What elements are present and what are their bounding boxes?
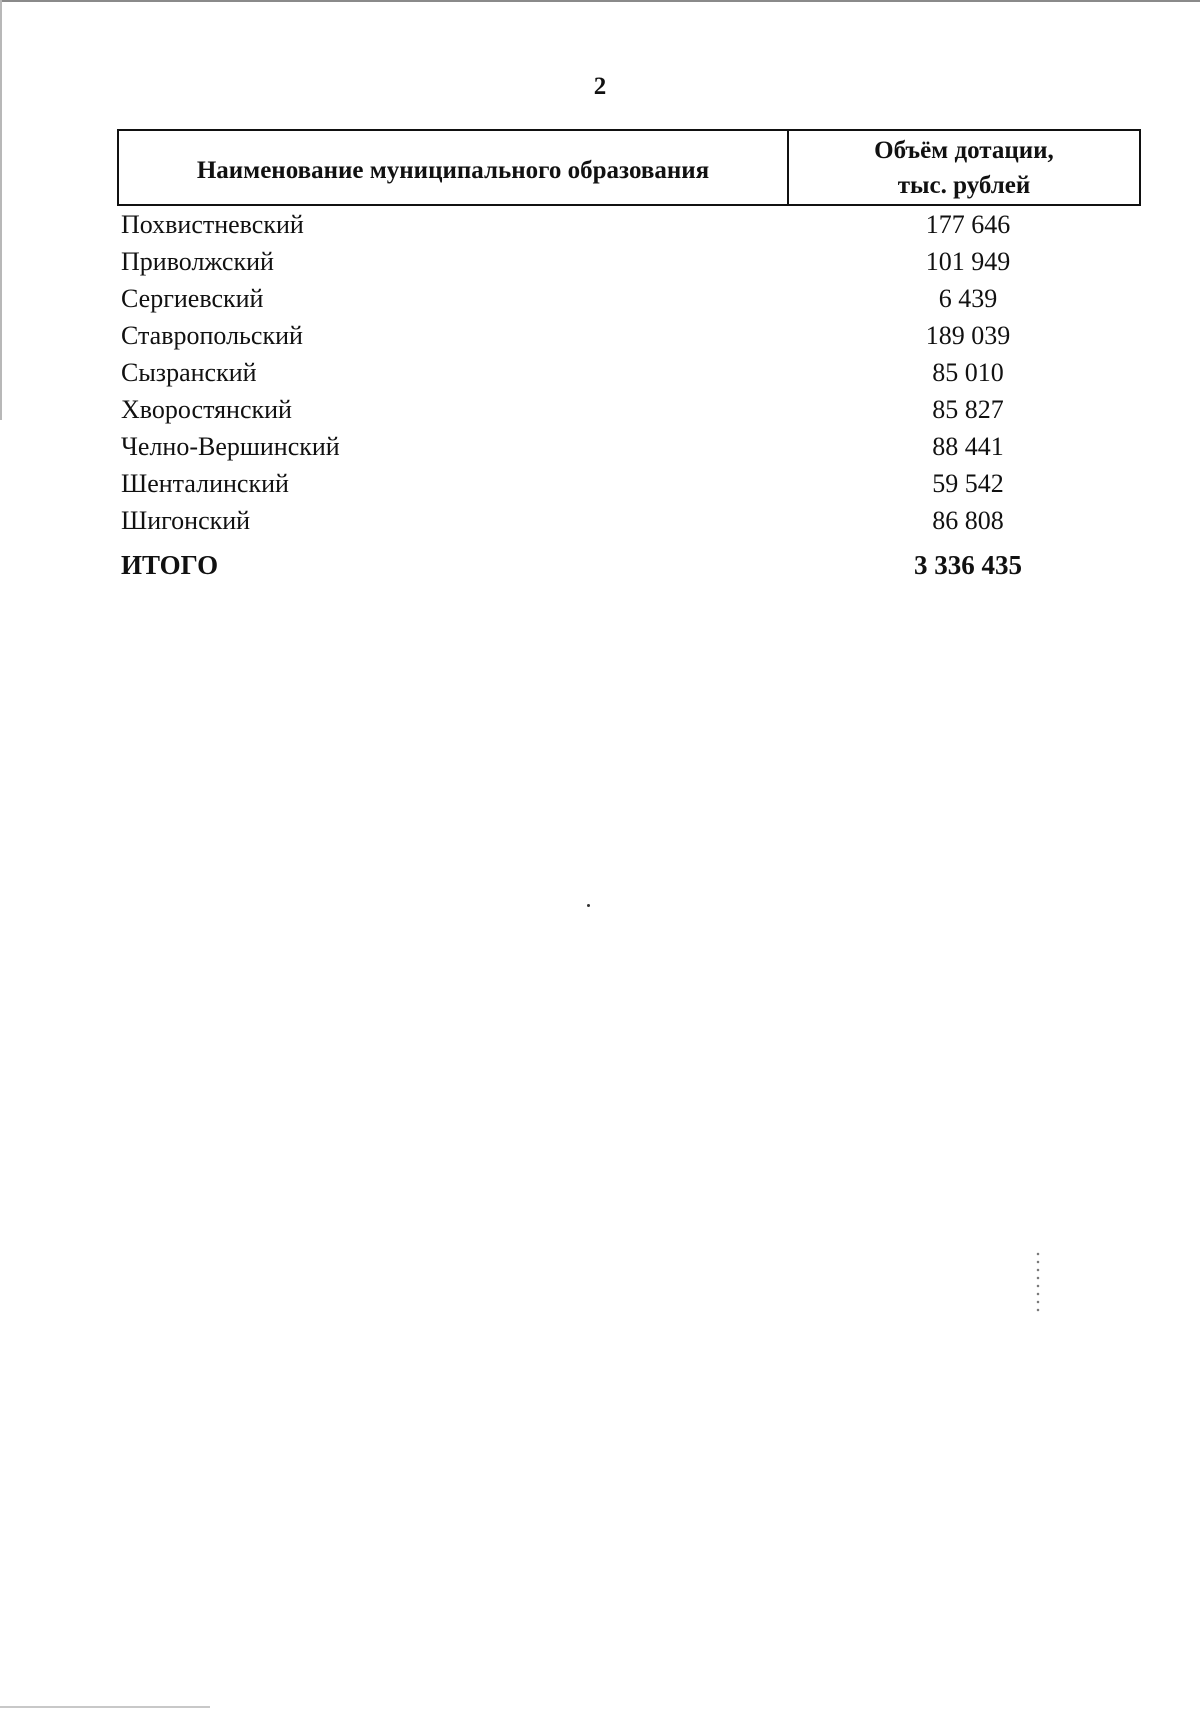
row-name: Челно-Вершинский	[121, 432, 340, 461]
total-row	[0, 548, 1200, 584]
table-row	[0, 280, 1200, 317]
page-number: 2	[593, 73, 607, 100]
row-value: 101 949	[925, 247, 1011, 276]
row-value: 85 827	[932, 395, 1004, 424]
total-value: 3 336 435	[914, 550, 1022, 580]
row-value: 177 646	[925, 210, 1011, 239]
row-value: 86 808	[932, 506, 1004, 535]
table-row	[0, 317, 1200, 354]
table-row	[0, 428, 1200, 465]
row-name: Сергиевский	[121, 284, 264, 313]
header-value-text	[874, 133, 1054, 203]
header-value-line-2: тыс. рублей	[897, 171, 1031, 199]
row-name: Шенталинский	[121, 469, 289, 498]
table-row	[0, 354, 1200, 391]
row-name: Шигонский	[121, 506, 251, 535]
row-name: Приволжский	[121, 247, 274, 276]
table-row	[0, 502, 1200, 539]
table-row	[0, 465, 1200, 502]
row-name: Сызранский	[121, 358, 257, 387]
scan-edge-top	[0, 0, 1200, 2]
table-body	[0, 206, 1200, 539]
header-cell-value	[789, 131, 1139, 204]
table-row	[0, 243, 1200, 280]
row-value: 85 010	[932, 358, 1004, 387]
row-name: Ставропольский	[121, 321, 303, 350]
total-label: ИТОГО	[121, 550, 219, 580]
scan-edge-bottom	[0, 1706, 210, 1708]
header-name-text: Наименование муниципального образования	[196, 157, 710, 184]
table-row	[0, 391, 1200, 428]
row-name: Хворостянский	[121, 395, 292, 424]
table-row	[0, 206, 1200, 243]
scan-dots	[1036, 1250, 1040, 1314]
header-value-line-1: Объём дотации,	[874, 136, 1054, 164]
row-value: 189 039	[925, 321, 1011, 350]
row-value: 59 542	[932, 469, 1004, 498]
scan-speck	[587, 904, 590, 907]
row-name: Похвистневский	[121, 210, 304, 239]
row-value: 88 441	[932, 432, 1004, 461]
table-header	[117, 129, 1141, 206]
header-cell-name	[119, 131, 789, 204]
row-value: 6 439	[938, 284, 998, 313]
